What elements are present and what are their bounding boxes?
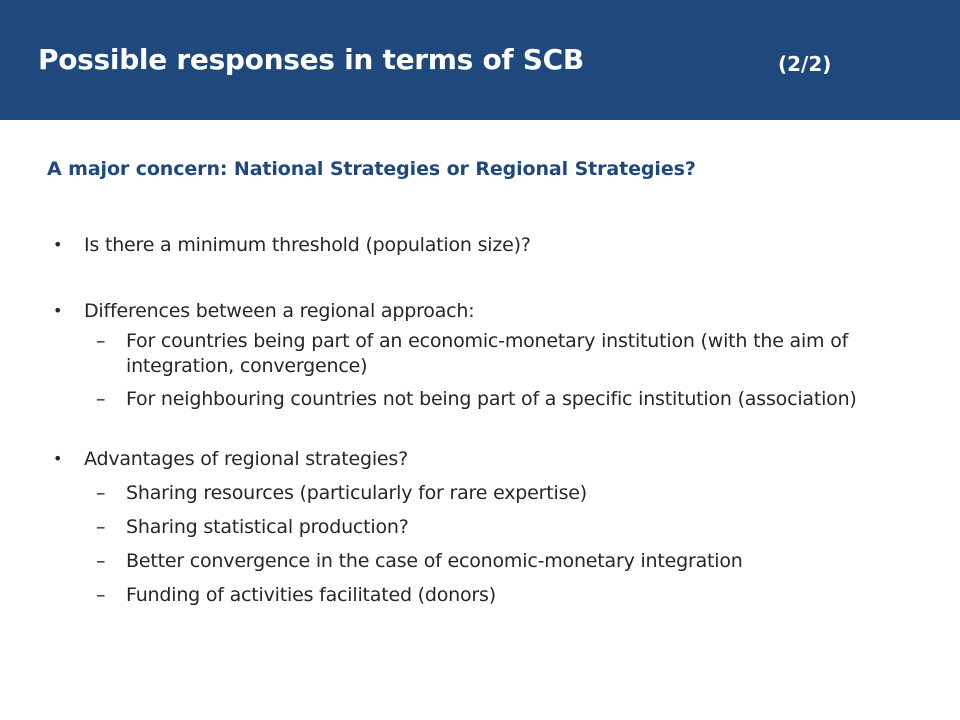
- bullet-list: [48, 230, 908, 610]
- sub-item-text: For neighbouring countries not being part of a specific institution (association): [126, 388, 857, 410]
- sub-item: [48, 329, 908, 379]
- bullet-icon: •: [53, 235, 63, 254]
- dash-icon: –: [96, 388, 106, 410]
- sub-item-text: Sharing resources (particularly for rare expertise): [126, 482, 587, 504]
- slide-subtitle: A major concern: National Strategies or Regional Strategies?: [47, 158, 696, 180]
- bullet-item: [48, 296, 908, 326]
- sub-item-text: For countries being part of an economic-monetary institution (with the aim of integration, convergence): [126, 330, 849, 377]
- sub-item-text: Funding of activities facilitated (donors): [126, 584, 496, 606]
- bullet-text: Is there a minimum threshold (population size)?: [84, 234, 531, 256]
- bullet-icon: •: [53, 449, 63, 468]
- sub-item: [48, 512, 908, 542]
- bullet-item: [48, 444, 908, 474]
- bullet-text: Advantages of regional strategies?: [84, 448, 408, 470]
- dash-icon: –: [96, 482, 106, 504]
- bullet-text: Differences between a regional approach:: [84, 300, 475, 322]
- title-bar: [0, 0, 960, 120]
- dash-icon: –: [96, 550, 106, 572]
- bullet-item: [48, 230, 908, 260]
- bullet-icon: •: [53, 301, 63, 320]
- sub-item: [48, 546, 908, 576]
- sub-item: [48, 387, 908, 412]
- page-indicator: (2/2): [778, 52, 832, 76]
- sub-item: [48, 478, 908, 508]
- sub-item-text: Sharing statistical production?: [126, 516, 409, 538]
- slide-title: Possible responses in terms of SCB: [38, 43, 584, 76]
- dash-icon: –: [96, 516, 106, 538]
- dash-icon: –: [96, 330, 106, 352]
- sub-item: [48, 580, 908, 610]
- dash-icon: –: [96, 584, 106, 606]
- sub-item-text: Better convergence in the case of economic-monetary integration: [126, 550, 743, 572]
